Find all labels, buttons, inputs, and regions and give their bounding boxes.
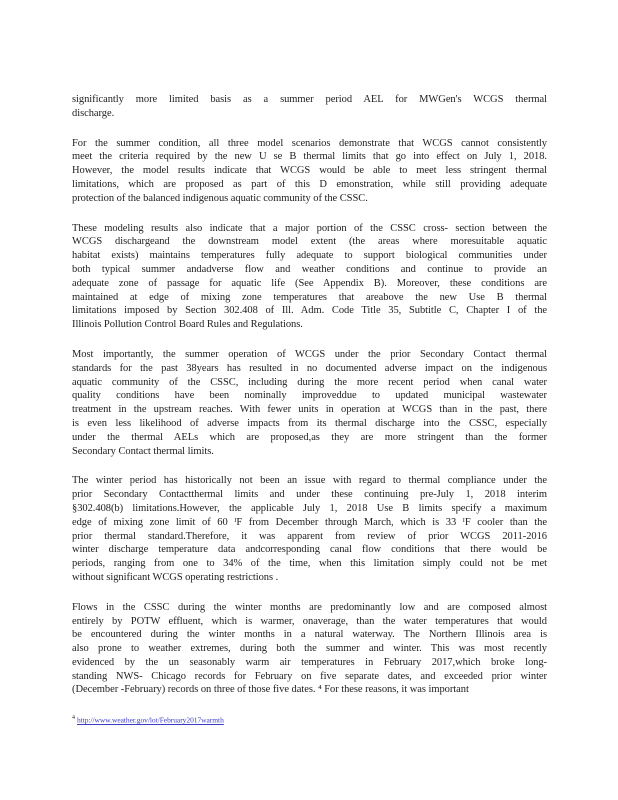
footnote-link[interactable]: http://www.weather.gov/lot/February2017warmth <box>76 715 224 725</box>
text-line: protection of the balanced indigenous aquatic community of the CSSC. <box>72 192 368 204</box>
text-line: treatment in the upstream reaches. With fewer units in operation at WCGS than in the past, there <box>72 404 547 416</box>
text-line: without significant WCGS operating restrictions . <box>72 571 279 583</box>
text-line: The winter period has historically not been an issue with regard to thermal compliance under the <box>72 475 547 487</box>
text-line: under the thermal AELs which are proposed,as they are more stringent than the former <box>72 431 547 443</box>
text-line: These modeling results also indicate that a major portion of the CSSC cross- section between the <box>72 222 547 234</box>
text-line: Illinois Pollution Control Board Rules and Regulations. <box>72 319 303 331</box>
text-line: is even less likelihood of adverse impacts from its thermal discharge into the CSSC, especially <box>72 417 547 429</box>
text-line: limitations, which are proposed as part of this D emonstration, while still providing adequate <box>72 178 547 190</box>
text-line: discharge. <box>72 107 115 119</box>
text-line: standards for the past 38years has resulted in no documented adverse impact on the indigenous <box>72 362 547 374</box>
paragraph <box>72 137 547 206</box>
text-line: periods, ranging from one to 34% of the time, when this limitation simply could not be met <box>72 558 547 570</box>
text-line: quality conditions have been nominally improveddue to updated municipal wastewater <box>72 390 547 402</box>
text-line: aquatic community of the CSSC, including during the more recent period when canal water <box>72 376 547 388</box>
text-line: edge of mixing zone limit of 60 ᴵF from December through March, which is 33 ᴵF cooler than the <box>72 516 547 528</box>
paragraph <box>72 93 547 121</box>
footnote-marker: 4 <box>72 715 75 722</box>
text-line: WCGS dischargeand the downstream model extent (the areas where moresuitable aquatic <box>72 236 547 248</box>
text-line: both typical summer andadverse flow and weather conditions and continue to provide an <box>72 263 547 275</box>
text-line: winter discharge temperature data andcorresponding canal flow conditions that there would be <box>72 544 547 556</box>
paragraph <box>72 474 547 584</box>
text-line: Most importantly, the summer operation of WCGS under the prior Secondary Contact thermal <box>72 348 547 360</box>
text-line: evidenced by the un seasonably warm air temperatures in February 2017,which broke long- <box>72 656 547 668</box>
text-line: (December -February) records on three of those five dates. ⁴ For these reasons, it was important <box>72 684 469 696</box>
text-line: also prone to weather extremes, during both the summer and winter. This was most recently <box>72 643 547 655</box>
text-line: maintained at edge of mixing zone temperatures that areabove the new Use B thermal <box>72 291 547 303</box>
text-line: prior thermal standard.Therefore, it was apparent from review of prior WCGS 2011-2016 <box>72 530 547 542</box>
footnote <box>72 713 547 726</box>
text-line: habitat exists) maintains temperatures fully adequate to support biological communities under <box>72 250 547 262</box>
paragraph <box>72 222 547 332</box>
text-line: However, the model results indicate that WCGS would be able to meet less stringent thermal <box>72 165 547 177</box>
text-line: §302.408(b) limitations.However, the applicable July 1, 2018 Use B limits specify a maximum <box>72 502 547 514</box>
paragraph <box>72 601 547 698</box>
text-line: significantly more limited basis as a summer period AEL for MWGen's WCGS thermal <box>72 94 547 105</box>
paragraph <box>72 348 547 458</box>
text-line: limitations imposed by Section 302.408 of Ill. Adm. Code Title 35, Subtitle C, Chapter I of the <box>72 305 547 317</box>
text-line: meet the criteria required by the new U se B thermal limits that go into effect on July 1, 2018. <box>72 151 547 163</box>
text-line: For the summer condition, all three model scenarios demonstrate that WCGS cannot consistently <box>72 137 547 149</box>
text-line: standing NWS- Chicago records for February on five separate dates, and exceeded prior winter <box>72 670 547 682</box>
text-line: Secondary Contact thermal limits. <box>72 445 214 457</box>
text-line: entirely by POTW effluent, which is warmer, onaverage, than the water temperatures that would <box>72 615 547 627</box>
text-line: prior Secondary Contactthermal limits and under these continuing pre-July 1, 2018 interim <box>72 489 547 501</box>
text-line: adequate zone of passage for aquatic life (See Appendix B). Moreover, these conditions are <box>72 277 547 289</box>
text-line: be encountered during the winter months in a natural waterway. The Northern Illinois area is <box>72 629 547 641</box>
text-line: Flows in the CSSC during the winter months are predominantly low and are composed almost <box>72 601 547 613</box>
document-body <box>72 93 547 726</box>
